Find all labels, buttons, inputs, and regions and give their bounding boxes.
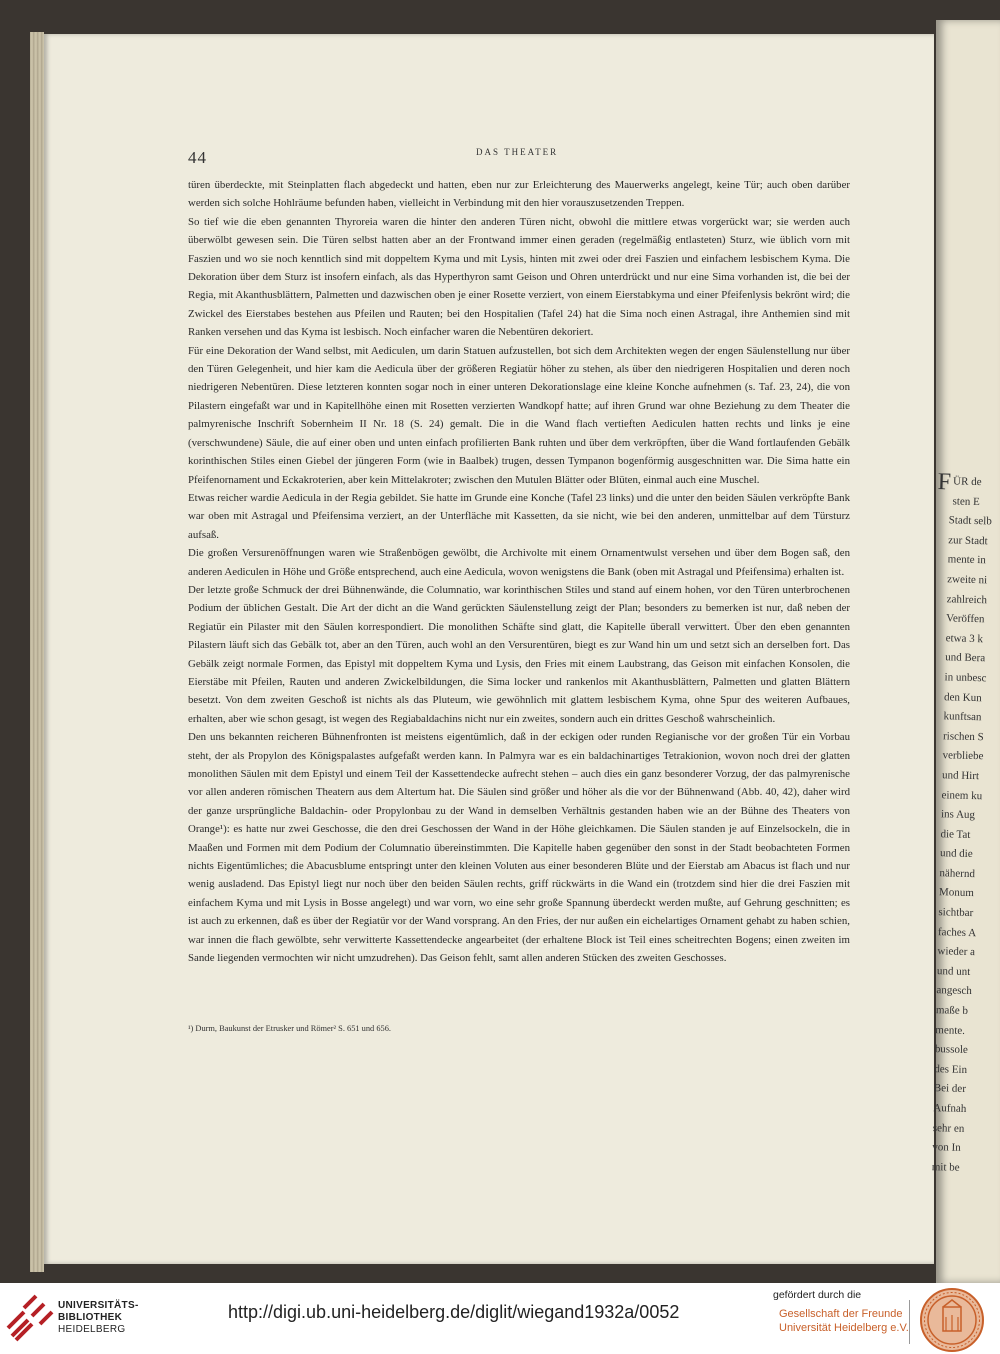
next-page-line: bussole (934, 1043, 969, 1057)
running-head: DAS THEATER (476, 147, 559, 157)
next-page-line: zur Stadt (948, 534, 988, 548)
university-library-logo-icon[interactable] (6, 1294, 54, 1342)
paragraph: türen überdeckte, mit Steinplatten flach abgedeckt und hatten, eben nur zur Erleichterung des Mauerwerks angelegt, keine Tür; auch oben darüber werden sich solche Hohlräume befunden haben, vielleicht in Verbindung mit den hier vorauszusetzenden Treppen. (188, 179, 850, 210)
society-line-2: Universität Heidelberg e.V. (779, 1321, 909, 1334)
footer-divider (909, 1300, 910, 1344)
next-page-line: kunftsan (943, 710, 982, 724)
next-page-dropcap: F (937, 469, 952, 496)
uni-name-line-1: UNIVERSITÄTS- (58, 1300, 139, 1311)
society-name[interactable] (779, 1308, 909, 1335)
next-page-line: Stadt selb (948, 514, 992, 528)
next-page-line: angesch (936, 984, 973, 998)
supported-by-label: gefördert durch die (773, 1289, 862, 1301)
next-page-line: ins Aug (940, 808, 976, 822)
next-page-line: und die (939, 847, 973, 861)
next-page-edge (931, 20, 1000, 1283)
paragraph: So tief wie die eben genannten Thyroreia waren die hinter den anderen Türen nicht, obwohl die mittlere etwas vorgerückt war; sie werden auch überwölbt gewesen sein. Die Türen selbst hatten aber an der Frontwand immer einen geraden (regelmäßig entlasteten) Sturz, wie üblich vorn mit Faszien und wo sie noch kenntlich sind mit doppeltem Kyma und mit Lysis, hinten mit zwei oder drei Faszien und einfachem lesbischem Kyma. Die Dekoration über dem Sturz ist insofern einfach, als das Hyperthyron samt Geison und Ohren unterdrückt und nur eine Sima vorhanden ist, die bei der Regia, mit Akanthusblättern, Palmetten und dazwischen oben je einer Rosette verziert, von einem Eierstabkyma und einer Pfeifenlysis bekrönt wird; die Zwickel des Eierstabes bestehen aus Pfeilen und Rauten; bei den Hospitalien (Tafel 24) hat die Sima noch einen Astragal, ihre Anthemien sind mit Ranken versehen und das Kyma ist lesbisch. Noch einfacher waren die Nebentüren dekoriert. (188, 215, 850, 339)
next-page-line: etwa 3 k (945, 632, 984, 645)
society-line-1: Gesellschaft der Freunde (779, 1308, 903, 1320)
paragraph: Der letzte große Schmuck der drei Bühnenwände, die Columnatio, war korinthischen Stiles und stand auf einem hohen, vor den Türen unterbrochenen Podium der üblichen Gestalt. Die Art der dicht an die Wand gerückten Säulenstellung zeigt der Plan; besonders zu bemerken ist nur, daß neben der Regiatür ein Pilaster mit den Säulen korrespondiert. Die monolithen Schäfte sind glatt, die Kapitelle überall verwittert. Über den eben genannten Pilastern läuft sich das Gebälk tot, aber an den Türen, auch wohl an den Versurentüren, biegt es zur Wand hin um und setzt sich an derselben fort. Das Gebälk zeigt normale Formen, das Epistyl mit doppeltem Kyma und Lysis, den Fries mit einem Laubstrang, das Geison mit einfachen Konsolen, die Eierstäbe mit Pfeilen, Rauten und anderen Zwickelbildungen, die Sima locker und rankenlos mit Akanthusblättern, Palmetten und glatten Blättern besetzt. Von dem zweiten Geschoß ist nichts als das Pluteum, wie gewöhnlich mit glattem lesbischem Kyma, ohne Spur des weiteren Aufbaues, erhalten, aber wie schon gesagt, ist wegen des Regiabaldachins nicht nur ein zweites, sondern auch ein drittes Geschoß wahrscheinlich. (188, 583, 850, 725)
next-page-line: den Kun (943, 690, 982, 704)
next-page-line: ÜR de (952, 475, 982, 489)
next-page-line: mente in (947, 553, 987, 567)
page-number: 44 (188, 148, 207, 167)
body-text (188, 176, 850, 967)
next-page-line: nähernd (939, 867, 976, 880)
paragraph: Den uns bekannten reicheren Bühnenfronten ist meistens eigentümlich, daß in der eckigen oder runden Regianische vor der großen Tür ein Vorbau steht, der als Propylon des Königspalastes aufgefaßt werden kann. In Palmyra war es ein baldachinartiges Tetrakionion, wovon noch drei der glatten monolithen Säulen mit dem Epistyl und einem Teil der Kassettendecke aufrecht stehen – auch dies ein ganz besonderer Vorzug, der das palmyrenische vor allen anderen römischen Theatern aus dem Altertum hat. Die Säulen sind größer und höher als die vor der Bühnenwand (Abb. 40, 42), daher wird der ganze ursprüngliche Baldachin- oder Propylonbau zu der Wand in demselben Verhältnis gestanden haben wie an der Bühne des Theaters von Orange¹): es hatte nur zwei Geschosse, die den drei Geschossen der Wand in der Höhe gleichkamen. Die Säulen standen je auf Einzelsockeln, die in Maaßen und Formen mit dem Podium der Columnatio übereinstimmten. Die Kapitelle haben gegenüber den sonst in der Stadt beobachteten Formen nichts Eigentümliches; die Abacusblume entspringt unter den kleinen Voluten aus einer besonderen Blüte und der Eierstab am Abacus ist flach und nur wenig ausladend. Das Epistyl liegt nur noch über den beiden Säulen rechts, griff rückwärts in die Wand ein (trotzdem sind hier die drei Faszien mit einfachem Kyma und mit Lysis in Bosse angelegt) und war vorn, wo eine sehr große Spannung überdeckt werden mußte, auf Gehrung geschnitten; es ist auch zu erkennen, daß es über der Regiatür vor der Wand vorsprang. An den Fries, der nur außen ein eichelartiges Ornament gehabt zu haben schien, war innen die flach gewölbte, sehr verwitterte Kassettendecke angearbeitet (der erhaltene Block ist Teil eines scheitrechten Bogens; einen zweiten im Sande liegenden vermochten wir nicht umzudrehen). Das Geison fehlt, samt allen anderen Stücken des zweiten Geschosses. (188, 731, 850, 965)
university-library-name[interactable] (58, 1300, 139, 1336)
next-page-line: Veröffen (946, 612, 985, 626)
society-seal-icon[interactable] (919, 1287, 985, 1353)
paragraph: Die großen Versurenöffnungen waren wie Straßenbögen gewölbt, die Archivolte mit einem Ornamentwulst versehen und über dem Bogen saß, den anderen Aediculen in Höhe und Größe entsprechend, auch eine Aedicula, wovon wenigstens die Bank (oben mit Astragal und Pfeifensima) erhalten ist. (188, 547, 850, 578)
next-page-line: und unt (936, 964, 971, 978)
paragraph: Etwas reicher wardie Aedicula in der Regia gebildet. Sie hatte im Grunde eine Konche (Tafel 23 links) und die unter den beiden Säulen verkröpfte Bank war oben mit Astragal und Pfeifensima verziert, an der Unterfläche mit Kassetten, da sie nicht, wie bei den anderen, unmittelbar auf dem Türsturz aufsaß. (188, 491, 850, 541)
next-page-line: mente. (935, 1023, 966, 1037)
next-page-line: in unbesc (944, 671, 987, 685)
next-page-line: rischen S (942, 729, 984, 744)
uni-name-line-3: HEIDELBERG (58, 1324, 126, 1335)
next-page-line: und Hirt (941, 769, 980, 783)
next-page-line: Monum (938, 886, 974, 900)
footnote: ¹) Durm, Baukunst der Etrusker und Römer² S. 651 und 656. (188, 1024, 391, 1033)
next-page-line: des Ein (934, 1062, 968, 1076)
next-page-line: sehr en (932, 1121, 965, 1135)
next-page-line: die Tat (940, 827, 971, 841)
next-page-line: von In (932, 1141, 961, 1155)
next-page-line: sichtbar (938, 906, 974, 920)
uni-name-line-2: BIBLIOTHEK (58, 1312, 123, 1323)
next-page-line: zweite ni (947, 573, 988, 587)
next-page-line: maße b (935, 1004, 969, 1017)
next-page-line: mit be (931, 1160, 960, 1174)
next-page-line: zahlreich (946, 592, 988, 606)
next-page-line: wieder a (937, 945, 976, 959)
next-page-line: und Bera (944, 651, 986, 665)
next-page-line: Aufnah (933, 1102, 967, 1115)
paragraph: Für eine Dekoration der Wand selbst, mit Aediculen, um darin Statuen aufzustellen, bot sich dem Architekten wegen der engen Säulenstellung nur über den Türen Gelegenheit, und hier kam die Aedicula über der größeren Regiatür höher zu stehen, als über den niedrigeren Hospitalien und deren noch niedrigeren Nebentüren. Diese letzteren konnten sogar noch in einer unteren Dekorationslage eine kleine Konche aufnehmen (s. Taf. 23, 24), die von Pilastern eingefaßt war und in Kapitellhöhe einen mit Rosetten verzierten Wandkopf hatte; auf ihren Grund war ohne Beziehung zu dem Theater die palmyrenische Inschrift Sobernheim II Nr. 18 (S. 24) gemalt. Die in die Wand flach vertieften Aediculen hatten rechts und links je eine (verschwundene) Säule, die auf einer oben und unten einfach profilierten Bank ruhten und über dem verkröpften, über die Wand fortlaufenden Gebälk korinthischen Stiles einen Giebel der jüngeren Form (wie in Baalbek) trugen, dessen Tympanon bogenförmig ausgeschnitten war. Die Sima hatte ein Pfeifenornament und Eckakroterien, aber kein Mittelakroter; zwischen den Mutulen Blätter oder Blüten, einmal auch eine Muschel. (188, 344, 850, 486)
permalink-url[interactable]: http://digi.ub.uni-heidelberg.de/diglit/wiegand1932a/0052 (228, 1302, 680, 1322)
next-page-line: verbliebe (942, 749, 984, 763)
next-page-line: Bei der (933, 1082, 967, 1096)
book-binding (30, 32, 44, 1272)
next-page-line: einem ku (941, 788, 983, 802)
next-page-line: faches A (937, 925, 977, 939)
next-page-line: sten E (952, 494, 980, 508)
